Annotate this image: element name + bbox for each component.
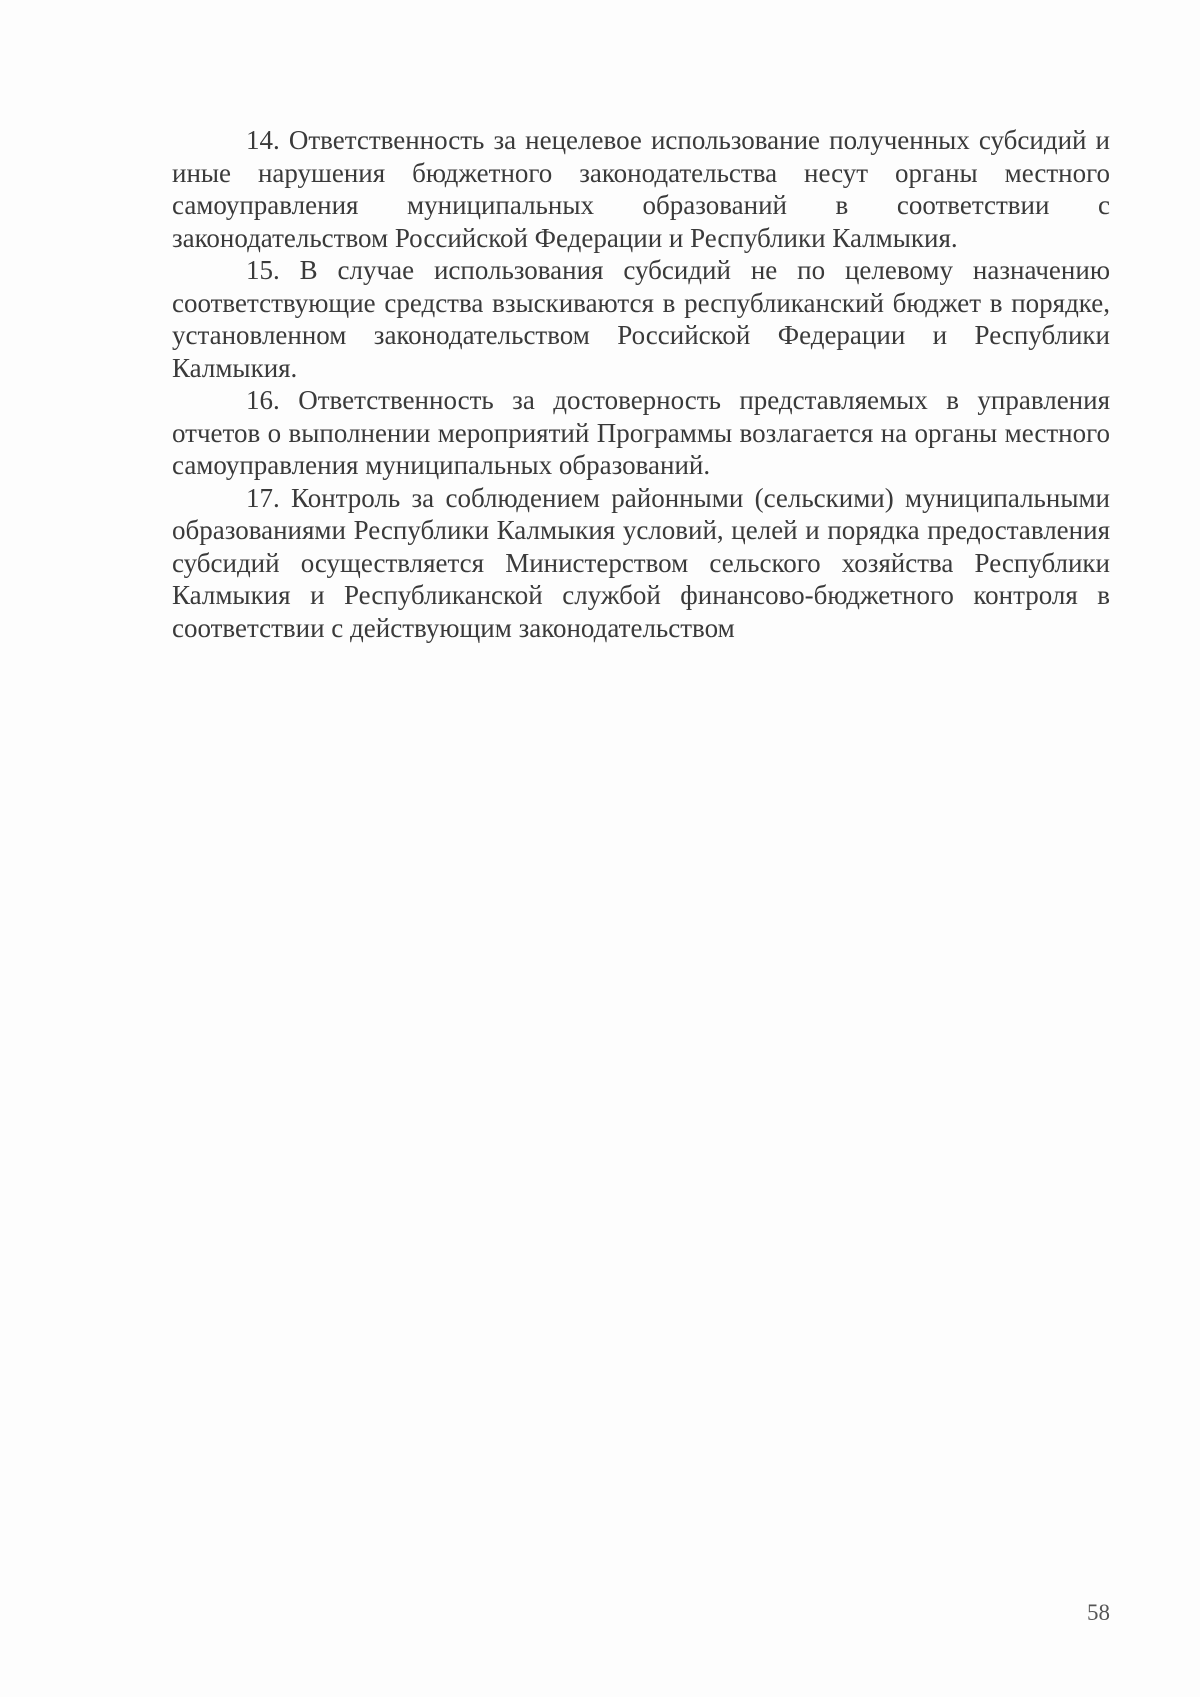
paragraph-16: 16. Ответственность за достоверность представляемых в управления отчетов о выполнении мероприятий Программы возлагается на органы местного самоуправления муниципальных образований.: [172, 385, 1110, 480]
paragraph-17: 17. Контроль за соблюдением районными (сельскими) муниципальными образованиями Республики Калмыкия условий, целей и порядка предоставления субсидий осуществляется Министерством сельского хозяйства Республики Калмыкия и Республиканской службой финансово-бюджетного контроля в соответствии с действующим законодательством: [172, 482, 1110, 643]
page-number: 58: [1087, 1600, 1110, 1625]
paragraph-15: 15. В случае использования субсидий не по целевому назначению соответствующие средства взыскиваются в республиканский бюджет в порядке, установленном законодательством Российской Федерации и Республики Калмыкия.: [172, 255, 1110, 383]
paragraph-14: 14. Ответственность за нецелевое использование полученных субсидий и иные нарушения бюджетного законодательства несут органы местного самоуправления муниципальных образований в соответствии с законодательством Российской Федерации и Республики Калмыкия.: [172, 125, 1110, 253]
document-body: [172, 124, 1110, 644]
